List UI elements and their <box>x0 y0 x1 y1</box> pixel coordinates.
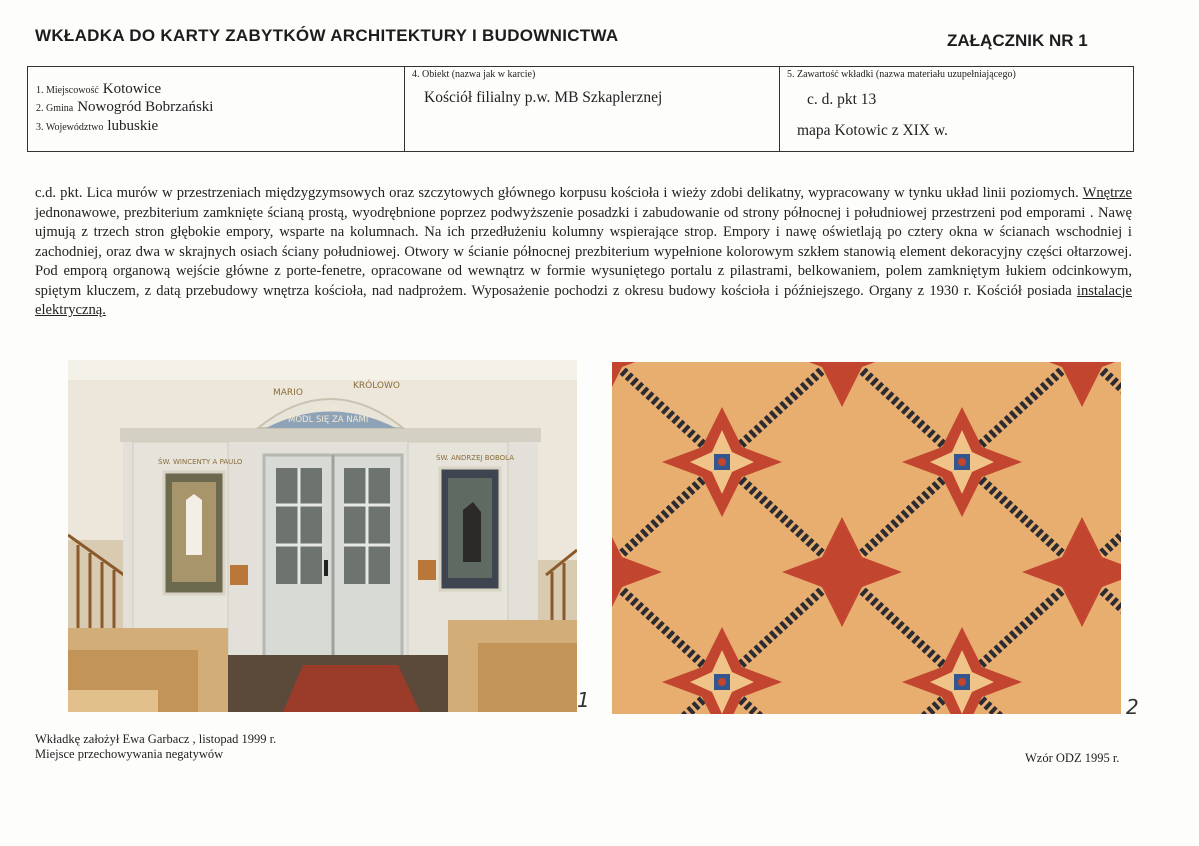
author-line: Wkładkę założył Ewa Garbacz , listopad 1999 r. <box>35 732 277 746</box>
description-part-3: elektryczną. <box>35 302 106 318</box>
right-painting-label: ŚW. ANDRZEJ BOBOLA <box>436 454 515 462</box>
photo-number-2: 2 <box>1126 695 1139 719</box>
voivodeship-value: lubuskie <box>107 118 159 134</box>
photo-number-1: 1 <box>577 688 590 712</box>
location-cell <box>28 67 405 151</box>
content-cell <box>779 67 1132 151</box>
left-painting-label: ŚW. WINCENTY A PAULO <box>158 458 243 466</box>
locality-value: Kotowice <box>102 81 162 97</box>
portal-illustration <box>68 360 577 712</box>
commune-label: 2. Gmina <box>36 103 74 114</box>
description-part-1: c.d. pkt. Lica murów w przestrzeniach międzygzymsowych oraz szczytowych głównego korpusu kościoła i wieży zdobi delikatny, wypracowany w tynku układ linii poziomych. <box>35 185 1083 201</box>
commune-row <box>36 99 213 116</box>
storage-line: Miejsce przechowywania negatywów <box>35 747 224 761</box>
content-label: 5. Zawartość wkładki (nazwa materiału uzupełniającego) <box>787 69 1016 80</box>
description-underline-interior: Wnętrze <box>1082 185 1132 201</box>
photo-church-portal <box>68 360 577 712</box>
photo-floor-tiles <box>612 362 1121 714</box>
arch-text-left: MARIO <box>273 388 303 398</box>
locality-label: 1. Miejscowość <box>36 85 99 96</box>
object-cell <box>404 67 780 151</box>
content-value-1: c. d. pkt 13 <box>807 91 877 108</box>
tile-pattern-illustration <box>612 362 1121 714</box>
description-text <box>35 184 1132 321</box>
description-part-2: jednonawowe, prezbiterium zamknięte ścianą prostą, wyodrębnione poprzez podwyższenie posadzki i zabudowanie od strony północnej i południowej przestrzeni pod emporami . Nawę ujmują z trzech stron głębokie empory, wsparte na kolumnach. Na ich przedłużeniu kolumny wspierające strop. Empory i nawę oświetlają po cztery okna w ścianach wschodniej i zachodniej, oraz dwa w skrajnych osiach ściany południowej. Otwory w ścianie północnej prezbiterium wypełnione kolorowym szkłem stanowią element dekoracyjny części ołtarzowej. Pod emporą organową wejście główne z porte-fenetre, opracowane od wewnątrz w formie wysuniętego portalu z pilastrami, belkowaniem, polem zamkniętym łukiem odcinkowym, spiętym kluczem, z datą przebudowy wnętrza kościoła, nad nadprożem. Wyposażenie pochodzi z okresu budowy kościoła i późniejszego. Organy z 1930 r. Kościół posiada <box>35 204 1132 299</box>
object-label: 4. Obiekt (nazwa jak w karcie) <box>412 69 536 80</box>
voivodeship-label: 3. Województwo <box>36 122 104 133</box>
plaque-text-top: POLSKI <box>315 404 340 412</box>
plaque-text-bottom: MÓDL SIĘ ZA NAMI <box>288 415 369 425</box>
attachment-number: ZAŁĄCZNIK NR 1 <box>947 31 1088 50</box>
info-table <box>27 66 1134 152</box>
document-title: WKŁADKA DO KARTY ZABYTKÓW ARCHITEKTURY I BUDOWNICTWA <box>35 26 619 45</box>
locality-row <box>36 81 161 98</box>
commune-value: Nowogród Bobrzański <box>77 99 214 115</box>
template-note: Wzór ODZ 1995 r. <box>1025 751 1120 765</box>
content-value-2: mapa Kotowic z XIX w. <box>797 122 948 139</box>
description-underline-installation: instalacje <box>1076 282 1132 299</box>
arch-text-right: KRÓLOWO <box>353 381 400 391</box>
object-value: Kościół filialny p.w. MB Szkaplerznej <box>424 89 663 106</box>
voivodeship-row <box>36 118 158 135</box>
